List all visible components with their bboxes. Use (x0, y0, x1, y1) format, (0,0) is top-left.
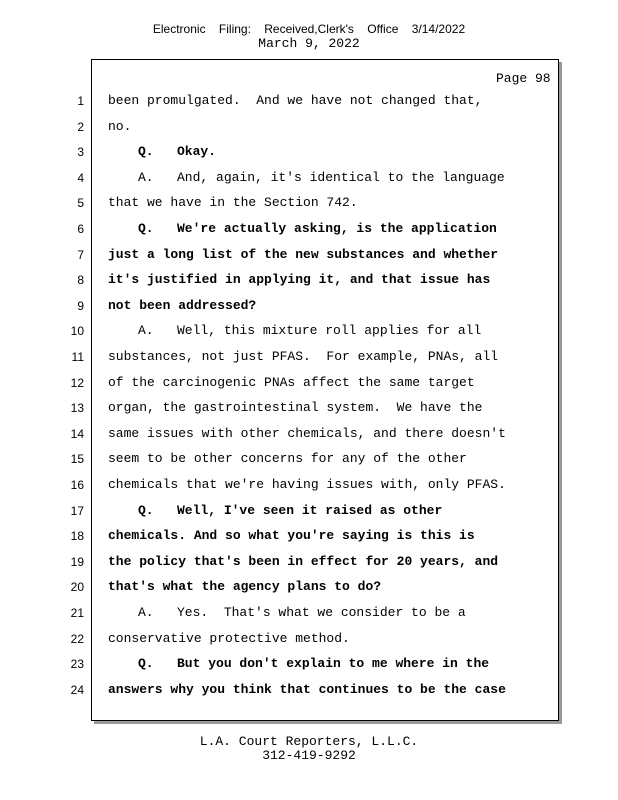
line-text: just a long list of the new substances and whether (108, 246, 499, 262)
deposition-date: March 9, 2022 (258, 36, 360, 51)
line-text: been promulgated. And we have not changed that, (108, 93, 483, 108)
transcript-line (0, 372, 618, 398)
stamp-part-date: 3/14/2022 (411, 22, 466, 36)
transcript-line (0, 448, 618, 474)
reporter-phone: 312-419-9292 (262, 748, 356, 763)
line-number: 6 (77, 222, 84, 236)
line-number: 4 (77, 170, 84, 185)
stamp-part-office: Office (367, 22, 399, 36)
line-text: same issues with other chemicals, and there doesn't (108, 425, 506, 441)
line-text: seem to be other concerns for any of the other (108, 451, 467, 467)
transcript-line (0, 167, 618, 193)
line-number: 1 (77, 94, 84, 108)
transcript-line (0, 295, 618, 321)
line-number: 19 (70, 554, 84, 569)
line-number: 21 (70, 606, 84, 620)
transcript-line (0, 346, 618, 372)
line-number: 12 (70, 375, 84, 390)
line-text: Q. Well, I've seen it raised as other (138, 502, 443, 518)
line-text: that we have in the Section 742. (108, 195, 358, 211)
transcript-line (0, 551, 618, 577)
stamp-part-filing: Filing: (218, 22, 251, 36)
stamp-part-received: Received,Clerk's (264, 22, 354, 36)
transcript-line (0, 576, 618, 602)
line-number: 16 (70, 478, 84, 492)
page-number: Page 98 (496, 71, 551, 86)
line-text: chemicals. And so what you're saying is this is (108, 528, 475, 544)
transcript-line (0, 90, 618, 116)
line-number: 5 (77, 196, 84, 211)
line-text: Q. Okay. (138, 144, 217, 160)
line-text: Q. But you don't explain to me where in the (138, 656, 490, 672)
line-text: no. (108, 118, 132, 134)
line-number: 10 (70, 324, 84, 339)
filing-stamp (0, 22, 618, 36)
line-text: A. Well, this mixture roll applies for all (138, 323, 482, 339)
line-text: chemicals that we're having issues with, only PFAS. (108, 477, 506, 492)
transcript-line (0, 500, 618, 526)
line-number: 24 (70, 682, 84, 697)
transcript-line (0, 397, 618, 423)
line-text: substances, not just PFAS. For example, PNAs, all (108, 349, 499, 364)
line-number: 15 (70, 452, 84, 467)
line-text: of the carcinogenic PNAs affect the same target (108, 374, 475, 390)
transcript-line (0, 474, 618, 500)
line-number: 14 (70, 426, 84, 441)
line-number: 23 (70, 657, 84, 672)
line-number: 3 (77, 145, 84, 160)
transcript-line (0, 218, 618, 244)
transcript-line (0, 192, 618, 218)
line-number: 18 (70, 529, 84, 544)
line-text: Q. We're actually asking, is the application (138, 221, 497, 236)
line-text: not been addressed? (108, 297, 257, 313)
line-number: 11 (71, 350, 84, 364)
transcript-line (0, 244, 618, 270)
line-number: 17 (70, 503, 84, 518)
line-number: 7 (77, 247, 84, 262)
line-text: it's justified in applying it, and that issue has (108, 272, 491, 288)
stamp-part-electronic: Electronic (152, 22, 206, 36)
transcript-line (0, 679, 618, 705)
transcript-line (0, 116, 618, 142)
line-number: 20 (70, 580, 84, 595)
line-number: 9 (77, 298, 84, 313)
line-number: 2 (77, 119, 84, 134)
line-text: that's what the agency plans to do? (108, 579, 382, 595)
line-text: conservative protective method. (108, 630, 350, 646)
transcript-line (0, 320, 618, 346)
transcript-line (0, 525, 618, 551)
transcript-line (0, 423, 618, 449)
line-text: organ, the gastrointestinal system. We have the (108, 400, 483, 416)
transcript-line (0, 602, 618, 628)
line-text: A. Yes. That's what we consider to be a (138, 605, 466, 620)
line-text: A. And, again, it's identical to the language (138, 169, 505, 185)
transcript-line (0, 141, 618, 167)
line-text: the policy that's been in effect for 20 years, and (108, 553, 499, 569)
transcript-line (0, 269, 618, 295)
reporter-company: L.A. Court Reporters, L.L.C. (199, 734, 419, 749)
line-number: 22 (70, 631, 84, 646)
transcript-line (0, 653, 618, 679)
line-text: answers why you think that continues to be the case (108, 681, 506, 697)
transcript-line (0, 628, 618, 654)
line-number: 13 (70, 401, 84, 416)
line-number: 8 (77, 273, 84, 288)
